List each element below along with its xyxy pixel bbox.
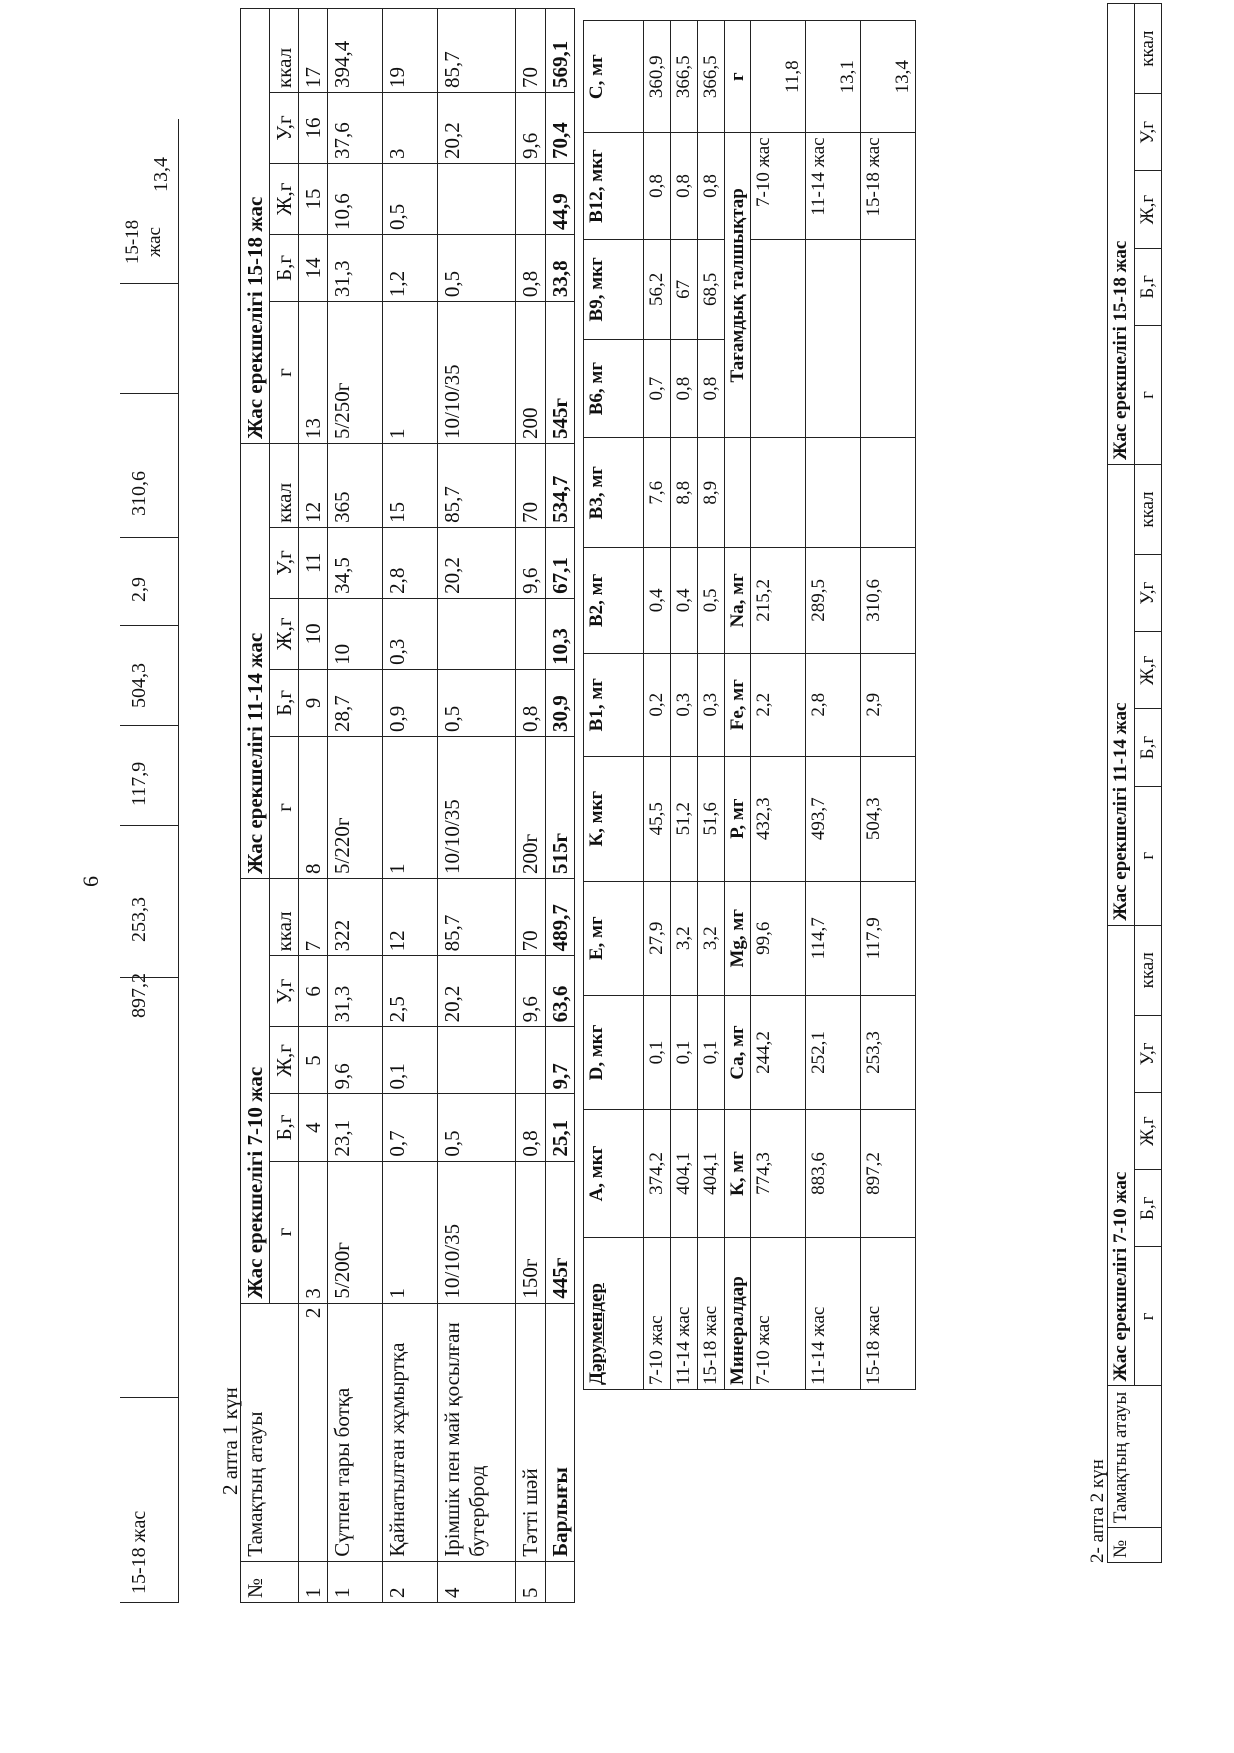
cell: 404,1 [670,1110,697,1238]
sub-header: Ж,г [270,163,299,234]
cell: 67,1 [545,527,574,598]
cell: 99,6 [751,881,806,995]
total-row [545,9,574,1603]
sub-header: Ж,г [1134,1093,1161,1170]
col-number: 10 [299,598,328,669]
cell: 85,7 [438,444,516,528]
table-row [861,21,916,1390]
cell: 322 [328,878,383,955]
sub-header: ккал [270,444,299,528]
minerals-header-row [724,21,751,1390]
group-15-18-header: Жас ерекшелігі 15-18 жас [241,9,270,444]
cell: 0,9 [383,669,438,736]
cell: 68,5 [697,239,724,339]
sub-header: Ж,г [270,1027,299,1094]
cell: 3,2 [697,881,724,995]
cell: 2,5 [383,956,438,1027]
cell: 374,2 [644,1110,671,1238]
age-label: 7-10 жас [751,1237,806,1389]
cell: 51,6 [697,756,724,881]
cell: 0,8 [516,1094,545,1161]
cell: 365 [328,444,383,528]
food-name: Ірімшік пен май қосылған бутерброд [438,1303,516,1561]
cell: 70 [516,444,545,528]
sub-header: Ж,г [1134,171,1161,248]
day1-caption: 2 апта 1 күн [218,1387,242,1495]
table-row [670,21,697,1390]
group-11-14-header: Жас ерекшелігі 11-14 жас [241,444,270,879]
cell: 9,7 [545,1027,574,1094]
cell: 0,8 [697,340,724,438]
cell: 85,7 [438,878,516,955]
group-7-10-header: Жас ерекшелігі 7-10 жас [1108,925,1135,1386]
cell: 20,2 [438,92,516,163]
cell: 360,9 [644,21,671,133]
cell: 9,6 [516,527,545,598]
cell: 2,9 [861,653,916,756]
top-value-na: 310,6 [128,471,150,516]
cell: 85,7 [438,9,516,93]
group-7-10-header: Жас ерекшелігі 7-10 жас [241,878,270,1303]
fiber-value: 13,1 [806,21,861,133]
cell: 545г [545,302,574,444]
day2-caption: 2- апта 2 күн [1087,1459,1108,1563]
vitamins-header-row [584,21,644,1390]
cell: 2,2 [751,653,806,756]
nutrients-table [583,20,916,1390]
header-row-1 [241,9,270,1603]
cell: 0,3 [383,598,438,669]
cell: 150г [516,1161,545,1303]
cell: 0,7 [644,340,671,438]
age-label: 15-18 жас [861,1237,916,1389]
minerals-label: Минералдар [724,1237,751,1389]
cell: 27,9 [644,881,671,995]
top-value-mg: 117,9 [128,761,150,806]
cell [438,163,516,234]
cell: 0,3 [670,653,697,756]
table-row [328,9,383,1603]
cell: 1,2 [383,234,438,301]
cell: 3,2 [670,881,697,995]
cell: 0,5 [438,1094,516,1161]
numbering-row [299,9,328,1603]
age-label: 11-14 жас [806,1237,861,1389]
cell: 0,5 [383,163,438,234]
cell: 9,6 [516,92,545,163]
cell: 0,4 [644,548,671,653]
cell: 289,5 [806,548,861,653]
cell: 51,2 [670,756,697,881]
cell: 0,5 [438,669,516,736]
cell: 63,6 [545,956,574,1027]
day1-menu-table [240,8,575,1603]
cell: 200 [516,302,545,444]
cell: 31,3 [328,234,383,301]
top-value-p: 504,3 [128,663,150,708]
top-sub-label: 15-18 жас [122,219,165,265]
sub-header: Б,г [1134,248,1161,325]
cell: 0,8 [697,133,724,239]
cell: 70 [516,878,545,955]
cell: 70 [516,9,545,93]
top-value-ca: 253,3 [128,897,150,942]
col-header: В12, мкг [584,133,644,239]
sub-header: Б,г [1134,709,1161,786]
top-value-k: 897,2 [128,973,150,1018]
cell: 0,3 [697,653,724,756]
col-header: Mg, мг [724,881,751,995]
fiber-value: 11,8 [751,21,806,133]
cell: 0,7 [383,1094,438,1161]
sub-header: г [270,1161,299,1303]
sub-header: ккал [270,9,299,93]
cell: 10/10/35 [438,737,516,879]
sub-header: Б,г [270,1094,299,1161]
cell: 1 [383,1161,438,1303]
cell: 56,2 [644,239,671,339]
row-no [545,1561,574,1602]
cell: 28,7 [328,669,383,736]
cell: 394,4 [328,9,383,93]
cell: 70,4 [545,92,574,163]
fiber-age: 11-14 жас [806,133,861,239]
col-header: D, мкг [584,995,644,1109]
sub-header: г [1134,1247,1161,1386]
cell: 1 [383,302,438,444]
row-no: 1 [328,1561,383,1602]
cell: 2,8 [806,653,861,756]
sub-header: г [1134,786,1161,925]
cell: 445г [545,1161,574,1303]
table-row [516,9,545,1603]
table-row [751,21,806,1390]
cell: 366,5 [697,21,724,133]
cell: 9,6 [516,956,545,1027]
sub-header: г [270,302,299,444]
sub-header: ккал [1134,925,1161,1015]
cell: 30,9 [545,669,574,736]
cell: 897,2 [861,1110,916,1238]
col-number: 2 [299,1303,328,1561]
cell: 310,6 [861,548,916,653]
cell: 0,8 [644,133,671,239]
sub-header: У,г [270,527,299,598]
cell: 44,9 [545,163,574,234]
no-header: № [1108,1528,1162,1563]
fiber-age: 7-10 жас [751,133,806,239]
top-continuation-table [120,119,179,1603]
col-header: Fe, мг [724,653,751,756]
food-name-header: Тамақтың атауы [241,1303,299,1561]
cell: 20,2 [438,527,516,598]
cell: 5/250г [328,302,383,444]
header-row-2 [1134,4,1161,1563]
cell: 2,8 [383,527,438,598]
cell: 515г [545,737,574,879]
col-number: 7 [299,878,328,955]
group-11-14-header: Жас ерекшелігі 11-14 жас [1108,464,1135,925]
cell: 114,7 [806,881,861,995]
cell: 67 [670,239,697,339]
table-row [383,9,438,1603]
col-number: 8 [299,737,328,879]
cell [516,1027,545,1094]
col-header: В2, мг [584,548,644,653]
total-label: Барлығы [545,1303,574,1561]
sub-header: ккал [270,878,299,955]
cell: 774,3 [751,1110,806,1238]
cell: 0,8 [670,340,697,438]
col-header: А, мкг [584,1110,644,1238]
cell: 215,2 [751,548,806,653]
cell: 45,5 [644,756,671,881]
fiber-age: 15-18 жас [861,133,916,239]
age-label: 7-10 жас [644,1237,671,1389]
no-header: № [241,1561,299,1602]
cell: 1 [383,737,438,879]
col-number: 13 [299,302,328,444]
cell: 883,6 [806,1110,861,1238]
cell: 432,3 [751,756,806,881]
col-header: В3, мг [584,438,644,548]
cell: 15 [383,444,438,528]
sub-header: Ж,г [1134,632,1161,709]
sub-header: Б,г [1134,1170,1161,1247]
cell: 7,6 [644,438,671,548]
cell: 10 [328,598,383,669]
cell: 8,9 [697,438,724,548]
sub-header: Ж,г [270,598,299,669]
cell: 31,3 [328,956,383,1027]
cell: 253,3 [861,995,916,1109]
sub-header: г [1134,325,1161,464]
cell: 504,3 [861,756,916,881]
table-row [806,21,861,1390]
top-last-value: 13,4 [150,157,172,192]
age-label: 15-18 жас [697,1237,724,1389]
sub-header: У,г [270,92,299,163]
group-15-18-header: Жас ерекшелігі 15-18 жас [1108,4,1135,465]
cell: 534,7 [545,444,574,528]
cell: 10/10/35 [438,1161,516,1303]
row-no: 5 [516,1561,545,1602]
col-number: 3 [299,1161,328,1303]
cell: 10,3 [545,598,574,669]
cell: 404,1 [697,1110,724,1238]
age-label: 11-14 жас [670,1237,697,1389]
food-name: Қайнатылған жұмыртқа [383,1303,438,1561]
cell: 0,1 [383,1027,438,1094]
col-number: 15 [299,163,328,234]
fiber-value: 13,4 [861,21,916,133]
cell: 0,2 [644,653,671,756]
col-number: 1 [299,1561,328,1602]
food-name: Сүтпен тары ботқа [328,1303,383,1561]
cell: 12 [383,878,438,955]
cell: 244,2 [751,995,806,1109]
cell: 0,5 [438,234,516,301]
col-number: 11 [299,527,328,598]
cell: 0,1 [644,995,671,1109]
cell: 117,9 [861,881,916,995]
page-number: 6 [78,876,103,887]
cell: 200г [516,737,545,879]
cell: 0,5 [697,548,724,653]
cell [516,163,545,234]
col-number: 17 [299,9,328,93]
row-no: 2 [383,1561,438,1602]
header-row-1 [1108,4,1135,1563]
sub-header: У,г [1134,1015,1161,1092]
col-header: К, мг [724,1110,751,1238]
fiber-header: Тағамдық талшықтар [724,133,751,438]
sub-header: ккал [1134,4,1161,94]
cell: 10,6 [328,163,383,234]
table-row [697,21,724,1390]
col-header: К, мкг [584,756,644,881]
top-row-label: 15-18 жас [128,1510,150,1594]
cell [516,598,545,669]
cell: 33,8 [545,234,574,301]
sub-header: Б,г [270,234,299,301]
col-header: Е, мг [584,881,644,995]
cell: 0,8 [516,234,545,301]
cell: 37,6 [328,92,383,163]
col-header: В1, мг [584,653,644,756]
cell: 0,8 [516,669,545,736]
cell: 252,1 [806,995,861,1109]
cell: 34,5 [328,527,383,598]
sub-header: У,г [1134,94,1161,171]
cell: 569,1 [545,9,574,93]
cell: 5/220г [328,737,383,879]
cell: 25,1 [545,1094,574,1161]
cell [438,1027,516,1094]
col-header: С, мг [584,21,644,133]
cell: 493,7 [806,756,861,881]
day2-menu-table [1107,3,1162,1563]
col-header: Na, мг [724,548,751,653]
col-number: 6 [299,956,328,1027]
col-number: 9 [299,669,328,736]
food-name: Тәтті шәй [516,1303,545,1561]
col-number: 4 [299,1094,328,1161]
cell: 10/10/35 [438,302,516,444]
table-row [438,9,516,1603]
sub-header: У,г [270,956,299,1027]
col-header: В6, мг [584,340,644,438]
top-value-fe: 2,9 [128,577,150,602]
table-row [644,21,671,1390]
sub-header: Б,г [270,669,299,736]
fiber-unit: г [724,21,751,133]
cell: 5/200г [328,1161,383,1303]
cell: 3 [383,92,438,163]
cell: 489,7 [545,878,574,955]
col-header: Са, мг [724,995,751,1109]
cell [438,598,516,669]
col-number: 14 [299,234,328,301]
vitamins-label: Дәрумендер [584,1237,644,1389]
sub-header: ккал [1134,464,1161,554]
sub-header: г [270,737,299,879]
cell: 19 [383,9,438,93]
cell: 9,6 [328,1027,383,1094]
cell: 0,1 [697,995,724,1109]
col-number: 12 [299,444,328,528]
col-header: Р, мг [724,756,751,881]
cell: 20,2 [438,956,516,1027]
cell: 0,4 [670,548,697,653]
row-no: 4 [438,1561,516,1602]
col-number: 16 [299,92,328,163]
cell: 0,1 [670,995,697,1109]
col-number: 5 [299,1027,328,1094]
sub-header: У,г [1134,555,1161,632]
cell: 0,8 [670,133,697,239]
cell: 366,5 [670,21,697,133]
cell: 8,8 [670,438,697,548]
food-name-header: Тамақтың атауы [1108,1386,1162,1528]
cell: 23,1 [328,1094,383,1161]
col-header: В9, мкг [584,239,644,339]
